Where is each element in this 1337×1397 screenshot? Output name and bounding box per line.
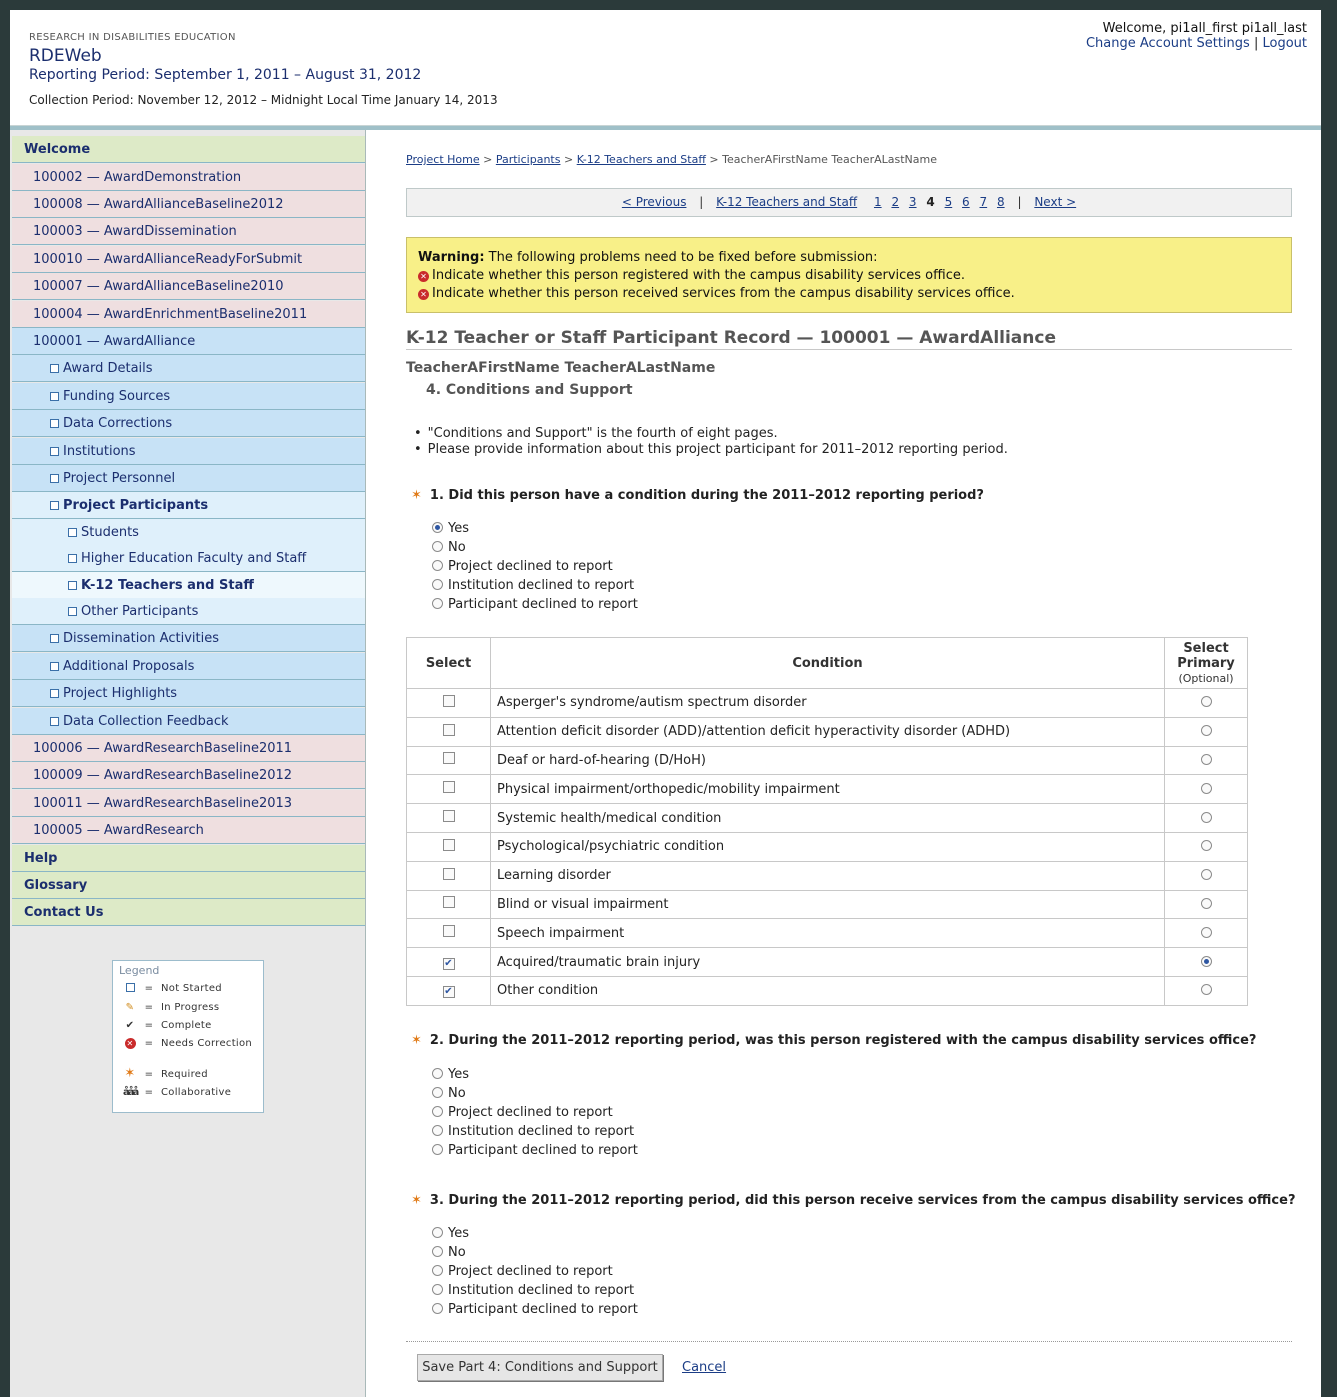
- nav-contact-us[interactable]: Contact Us: [12, 899, 365, 926]
- condition-checkbox[interactable]: [443, 810, 455, 822]
- nav-funding-sources[interactable]: [12, 383, 365, 410]
- primary-radio[interactable]: [1201, 898, 1212, 909]
- select-cell: [407, 890, 491, 919]
- condition-checkbox[interactable]: [443, 839, 455, 851]
- condition-name: Acquired/traumatic brain injury: [491, 948, 1165, 977]
- nav-label: K-12 Teachers and Staff: [81, 578, 254, 593]
- select-cell: [407, 832, 491, 861]
- option-label: No: [448, 1086, 466, 1101]
- table-row: [407, 775, 1248, 804]
- nav-data-corrections[interactable]: [12, 410, 365, 437]
- link-separator: |: [1253, 36, 1259, 51]
- legend-label: In Progress: [161, 1002, 220, 1013]
- table-row: [407, 919, 1248, 948]
- q2-options: [432, 1065, 638, 1160]
- select-cell: [407, 804, 491, 833]
- condition-name: Systemic health/medical condition: [491, 804, 1165, 833]
- q1-option-project-declined[interactable]: [432, 557, 638, 576]
- nav-label: Project Personnel: [63, 471, 176, 486]
- option-label: Institution declined to report: [448, 1283, 635, 1298]
- legend-title: Legend: [119, 964, 160, 977]
- nav-award-100002[interactable]: 100002 — AwardDemonstration: [12, 164, 365, 191]
- nav-label: Data Corrections: [63, 416, 173, 431]
- nav-award-100011[interactable]: 100011 — AwardResearchBaseline2013: [12, 790, 365, 817]
- breadcrumb: [406, 153, 937, 166]
- condition-name: Attention deficit disorder (ADD)/attention deficit hyperactivity disorder (ADHD): [491, 717, 1165, 746]
- conditions-table: [406, 637, 1248, 1006]
- radio-button[interactable]: [432, 1125, 443, 1136]
- radio-button[interactable]: [432, 1246, 443, 1257]
- radio-button[interactable]: [432, 1068, 443, 1079]
- option-label: No: [448, 1245, 466, 1260]
- not-started-icon: [50, 717, 59, 726]
- save-button[interactable]: Save Part 4: Conditions and Support: [417, 1354, 663, 1381]
- nav-institutions[interactable]: [12, 438, 365, 465]
- nav-award-details[interactable]: [12, 355, 365, 382]
- main-content: [367, 130, 1321, 1397]
- not-started-icon: [50, 662, 59, 671]
- option-label: Yes: [448, 1067, 469, 1082]
- nav-welcome[interactable]: Welcome: [12, 136, 365, 163]
- welcome-user: Welcome, pi1all_first pi1all_last: [1102, 21, 1307, 36]
- primary-cell: [1165, 746, 1248, 775]
- question-1: [411, 488, 984, 503]
- select-cell: [407, 861, 491, 890]
- radio-button[interactable]: [432, 1227, 443, 1238]
- table-row: [407, 717, 1248, 746]
- option-label: Participant declined to report: [448, 597, 638, 612]
- error-icon: ✕: [418, 289, 429, 300]
- next-link[interactable]: Next >: [1034, 195, 1077, 209]
- q1-option-participant-declined[interactable]: [432, 595, 638, 614]
- condition-name: Blind or visual impairment: [491, 890, 1165, 919]
- check-icon: ✔: [125, 1020, 135, 1031]
- legend-label: Needs Correction: [161, 1038, 253, 1049]
- radio-button[interactable]: [432, 522, 443, 533]
- primary-cell: [1165, 861, 1248, 890]
- required-star-icon: ✶: [124, 1066, 136, 1081]
- not-started-icon: [50, 501, 59, 510]
- question-2: [411, 1033, 1256, 1048]
- condition-name: Psychological/psychiatric condition: [491, 832, 1165, 861]
- form-divider: [406, 1341, 1292, 1342]
- option-label: Institution declined to report: [448, 1124, 635, 1139]
- nav-label: Other Participants: [81, 604, 199, 619]
- record-title: K-12 Teacher or Staff Participant Record — 100001 — AwardAlliance: [406, 328, 1292, 350]
- select-cell: [407, 775, 491, 804]
- table-row: [407, 832, 1248, 861]
- not-started-icon: [68, 607, 77, 616]
- table-row: [407, 746, 1248, 775]
- not-started-icon: [50, 689, 59, 698]
- primary-cell: [1165, 890, 1248, 919]
- q3-option-institution-declined[interactable]: [432, 1281, 638, 1300]
- col-primary-label: Select Primary: [1177, 640, 1235, 671]
- pager-section-link[interactable]: K-12 Teachers and Staff: [716, 195, 858, 209]
- status-legend: [112, 960, 264, 1113]
- primary-radio[interactable]: [1201, 927, 1212, 938]
- table-header-row: [407, 638, 1248, 689]
- nav-award-100005[interactable]: 100005 — AwardResearch: [12, 817, 365, 844]
- org-name: RESEARCH IN DISABILITIES EDUCATION: [29, 32, 236, 43]
- condition-checkbox[interactable]: [443, 752, 455, 764]
- breadcrumb-current: TeacherAFirstName TeacherALastName: [722, 153, 937, 166]
- radio-button[interactable]: [432, 1144, 443, 1155]
- breadcrumb-sep: >: [709, 153, 719, 166]
- table-row: [407, 861, 1248, 890]
- primary-cell: [1165, 976, 1248, 1005]
- condition-checkbox[interactable]: [443, 695, 455, 707]
- nav-higher-ed-faculty[interactable]: [12, 545, 365, 572]
- warning-item-text: Indicate whether this person registered with the campus disability services office.: [432, 268, 965, 283]
- previous-link[interactable]: < Previous: [621, 195, 687, 209]
- q2-option-yes[interactable]: [432, 1065, 638, 1084]
- app-frame: [10, 10, 1321, 1397]
- nav-data-collection-feedback[interactable]: [12, 708, 365, 735]
- change-account-settings-link[interactable]: Change Account Settings: [1085, 36, 1250, 51]
- primary-cell: [1165, 804, 1248, 833]
- app-title: RDEWeb: [29, 46, 102, 66]
- condition-checkbox[interactable]: ✔: [444, 986, 453, 998]
- logout-link[interactable]: Logout: [1262, 36, 1307, 51]
- primary-radio[interactable]: [1201, 840, 1212, 851]
- legend-row: [123, 1087, 231, 1101]
- condition-checkbox[interactable]: [443, 781, 455, 793]
- q2-option-participant-declined[interactable]: [432, 1141, 638, 1160]
- q1-option-yes[interactable]: [432, 519, 638, 538]
- instruction-item: • Please provide information about this project participant for 2011–2012 reporting period.: [416, 442, 1008, 458]
- primary-cell: [1165, 948, 1248, 977]
- legend-eq: =: [144, 983, 154, 994]
- error-icon: ✕: [418, 271, 429, 282]
- required-star-icon: ✶: [411, 488, 422, 503]
- col-select: Select: [407, 638, 491, 689]
- page-link-6[interactable]: 6: [962, 195, 970, 209]
- option-label: Participant declined to report: [448, 1143, 638, 1158]
- radio-button[interactable]: [432, 541, 443, 552]
- nav-award-100009[interactable]: 100009 — AwardResearchBaseline2012: [12, 762, 365, 789]
- radio-button[interactable]: [432, 598, 443, 609]
- not-started-icon: [68, 528, 77, 537]
- nav-award-100010[interactable]: 100010 — AwardAllianceReadyForSubmit: [12, 246, 365, 273]
- legend-row: [123, 983, 222, 997]
- pager-sep: |: [1017, 195, 1022, 209]
- account-links: [1086, 36, 1307, 51]
- nav-award-100004[interactable]: 100004 — AwardEnrichmentBaseline2011: [12, 301, 365, 328]
- primary-cell: [1165, 919, 1248, 948]
- condition-checkbox[interactable]: [443, 724, 455, 736]
- warning-item-text: Indicate whether this person received services from the campus disability services office.: [432, 286, 1015, 301]
- reporting-period: Reporting Period: September 1, 2011 – August 31, 2012: [29, 67, 422, 83]
- primary-radio[interactable]: [1201, 869, 1212, 880]
- not-started-icon: [50, 474, 59, 483]
- breadcrumb-sep: >: [483, 153, 493, 166]
- nav-project-participants[interactable]: [12, 492, 365, 519]
- breadcrumb-k12[interactable]: K-12 Teachers and Staff: [576, 153, 706, 166]
- primary-cell: [1165, 775, 1248, 804]
- question-text: 2. During the 2011–2012 reporting period, was this person registered with the campus disability services office?: [429, 1033, 1257, 1048]
- nav-label: Institutions: [63, 444, 136, 459]
- nav-help[interactable]: Help: [12, 845, 365, 872]
- condition-name: Deaf or hard-of-hearing (D/HoH): [491, 746, 1165, 775]
- cancel-link[interactable]: Cancel: [682, 1360, 727, 1375]
- q2-option-project-declined[interactable]: [432, 1103, 638, 1122]
- nav-k12-teachers[interactable]: [12, 572, 365, 599]
- breadcrumb-participants[interactable]: Participants: [495, 153, 561, 166]
- not-started-icon: [50, 447, 59, 456]
- table-row: [407, 804, 1248, 833]
- table-row: [407, 689, 1248, 718]
- nav-label: Project Highlights: [63, 686, 178, 701]
- page-header: [10, 10, 1321, 126]
- primary-radio[interactable]: [1201, 725, 1212, 736]
- q3-option-no[interactable]: [432, 1243, 638, 1262]
- section-title: 4. Conditions and Support: [426, 382, 633, 398]
- legend-row: [123, 1020, 212, 1034]
- conditions-body: [407, 689, 1248, 1006]
- primary-radio[interactable]: [1201, 783, 1212, 794]
- nav-label: Award Details: [63, 361, 153, 376]
- select-cell: [407, 717, 491, 746]
- page-pager: [406, 188, 1292, 217]
- legend-eq: =: [144, 1002, 154, 1013]
- legend-eq: =: [144, 1069, 154, 1080]
- question-text: 1. Did this person have a condition during the 2011–2012 reporting period?: [429, 488, 984, 503]
- pager-sep: |: [699, 195, 704, 209]
- option-label: Project declined to report: [448, 1105, 613, 1120]
- page-link-7[interactable]: 7: [979, 195, 988, 209]
- option-label: Yes: [448, 1226, 469, 1241]
- legend-label: Collaborative: [161, 1087, 232, 1098]
- col-primary: [1165, 638, 1248, 689]
- q3-option-participant-declined[interactable]: [432, 1300, 638, 1319]
- breadcrumb-sep: >: [563, 153, 574, 166]
- nav-project-personnel[interactable]: [12, 465, 365, 492]
- primary-radio[interactable]: [1201, 754, 1212, 765]
- col-condition: Condition: [491, 638, 1165, 689]
- legend-eq: =: [144, 1038, 154, 1049]
- question-3: [411, 1193, 1295, 1208]
- nav-label: Higher Education Faculty and Staff: [81, 551, 307, 566]
- col-primary-note: (Optional): [1178, 671, 1234, 685]
- nav-project-highlights[interactable]: [12, 680, 365, 707]
- warning-item: [418, 285, 1280, 303]
- nav-award-100008[interactable]: 100008 — AwardAllianceBaseline2012: [12, 191, 365, 218]
- radio-button[interactable]: [432, 1265, 443, 1276]
- primary-radio[interactable]: [1201, 956, 1212, 967]
- nav-label: Project Participants: [63, 498, 209, 513]
- radio-button[interactable]: [432, 1087, 443, 1098]
- nav-label: Funding Sources: [63, 389, 171, 404]
- not-started-icon: [50, 634, 59, 643]
- legend-label: Complete: [161, 1020, 212, 1031]
- instruction-item: • "Conditions and Support" is the fourth of eight pages.: [416, 426, 1008, 442]
- radio-button[interactable]: [432, 560, 443, 571]
- nav-other-participants[interactable]: [12, 598, 365, 625]
- primary-radio[interactable]: [1201, 812, 1212, 823]
- sidebar-nav: [10, 130, 366, 1397]
- nav-students[interactable]: [12, 519, 365, 546]
- page-link-1[interactable]: 1: [873, 195, 882, 209]
- nav-award-100007[interactable]: 100007 — AwardAllianceBaseline2010: [12, 273, 365, 300]
- radio-button[interactable]: [432, 1284, 443, 1295]
- condition-checkbox[interactable]: [443, 868, 455, 880]
- page-link-3[interactable]: 3: [908, 195, 917, 209]
- participant-name: TeacherAFirstName TeacherALastName: [406, 360, 716, 376]
- option-label: Project declined to report: [448, 559, 613, 574]
- not-started-icon: [123, 983, 137, 994]
- legend-row: [123, 1002, 219, 1016]
- collection-period: Collection Period: November 12, 2012 – Midnight Local Time January 14, 2013: [29, 93, 498, 107]
- legend-label: Required: [161, 1069, 208, 1080]
- not-started-icon: [50, 419, 59, 428]
- q2-option-no[interactable]: [432, 1084, 638, 1103]
- radio-button[interactable]: [432, 1303, 443, 1314]
- q2-option-institution-declined[interactable]: [432, 1122, 638, 1141]
- not-started-icon: [68, 554, 77, 563]
- warning-text: The following problems need to be fixed before submission:: [488, 250, 878, 265]
- select-cell: [407, 689, 491, 718]
- primary-radio[interactable]: [1201, 984, 1212, 995]
- option-label: Yes: [448, 521, 469, 536]
- condition-name: Learning disorder: [491, 861, 1165, 890]
- q3-options: [432, 1224, 638, 1319]
- breadcrumb-project-home[interactable]: Project Home: [406, 153, 480, 166]
- required-star-icon: ✶: [411, 1193, 422, 1208]
- not-started-icon: [68, 581, 77, 590]
- instructions: [416, 426, 1008, 458]
- select-cell: [407, 948, 491, 977]
- legend-row: [123, 1066, 208, 1080]
- radio-button[interactable]: [432, 579, 443, 590]
- q1-option-no[interactable]: [432, 538, 638, 557]
- question-text: 3. During the 2011–2012 reporting period, did this person receive services from the campus disability services office?: [429, 1193, 1296, 1208]
- not-started-icon: [50, 364, 59, 373]
- select-cell: [407, 919, 491, 948]
- legend-eq: =: [144, 1087, 154, 1098]
- not-started-icon: [50, 392, 59, 401]
- warning-label: Warning:: [418, 250, 485, 265]
- q3-option-yes[interactable]: [432, 1224, 638, 1243]
- warning-item: [418, 267, 1280, 285]
- condition-checkbox[interactable]: [443, 925, 455, 937]
- q3-option-project-declined[interactable]: [432, 1262, 638, 1281]
- nav-award-100006[interactable]: 100006 — AwardResearchBaseline2011: [12, 735, 365, 762]
- option-label: No: [448, 540, 466, 555]
- current-page: 4: [926, 195, 935, 209]
- select-cell: [407, 746, 491, 775]
- table-row: [407, 890, 1248, 919]
- condition-checkbox[interactable]: ✔: [444, 957, 453, 969]
- error-icon: ✕: [126, 1039, 134, 1048]
- pencil-icon: ✎: [125, 1002, 135, 1013]
- nav-award-100003[interactable]: 100003 — AwardDissemination: [12, 218, 365, 245]
- nav-label: Dissemination Activities: [63, 631, 219, 646]
- legend-label: Not Started: [161, 983, 222, 994]
- condition-name: Asperger's syndrome/autism spectrum disorder: [491, 689, 1165, 718]
- nav-label: Data Collection Feedback: [63, 714, 229, 729]
- page-link-2[interactable]: 2: [891, 195, 900, 209]
- table-row: [407, 976, 1248, 1005]
- select-cell: [407, 976, 491, 1005]
- condition-checkbox[interactable]: [443, 896, 455, 908]
- option-label: Institution declined to report: [448, 578, 635, 593]
- nav-award-100001[interactable]: 100001 — AwardAlliance: [12, 328, 365, 355]
- page-link-5[interactable]: 5: [944, 195, 953, 209]
- warning-box: [406, 237, 1292, 313]
- legend-row: [123, 1038, 252, 1052]
- table-row: [407, 948, 1248, 977]
- option-label: Project declined to report: [448, 1264, 613, 1279]
- warning-heading: [418, 249, 1280, 267]
- primary-cell: [1165, 717, 1248, 746]
- radio-button[interactable]: [432, 1106, 443, 1117]
- page-link-8[interactable]: 8: [996, 195, 1005, 209]
- nav-label: Additional Proposals: [63, 659, 195, 674]
- condition-name: Physical impairment/orthopedic/mobility impairment: [491, 775, 1165, 804]
- nav-glossary[interactable]: Glossary: [12, 872, 365, 899]
- nav-dissemination[interactable]: [12, 625, 365, 652]
- primary-cell: [1165, 689, 1248, 718]
- primary-cell: [1165, 832, 1248, 861]
- required-star-icon: ✶: [411, 1033, 422, 1048]
- primary-radio[interactable]: [1201, 696, 1212, 707]
- nav-additional-proposals[interactable]: [12, 653, 365, 680]
- condition-name: Speech impairment: [491, 919, 1165, 948]
- nav-label: Students: [81, 525, 139, 540]
- condition-name: Other condition: [491, 976, 1165, 1005]
- q1-options: [432, 519, 638, 614]
- option-label: Participant declined to report: [448, 1302, 638, 1317]
- collaborative-icon: ååå: [123, 1087, 138, 1098]
- legend-eq: =: [144, 1020, 154, 1031]
- q1-option-institution-declined[interactable]: [432, 576, 638, 595]
